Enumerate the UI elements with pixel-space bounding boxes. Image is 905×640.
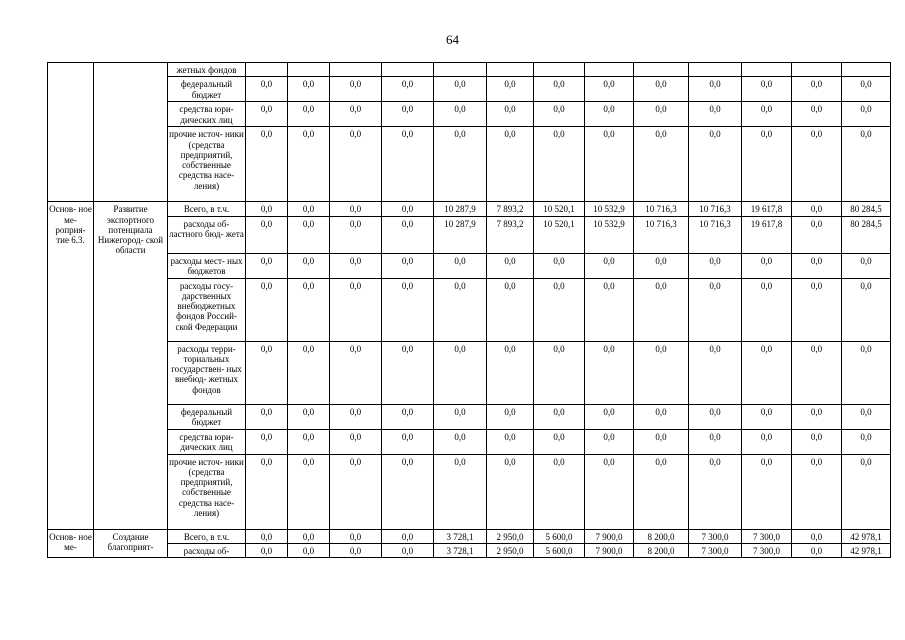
amount-cell: 7 300,0 (689, 543, 742, 557)
amount-cell: 0,0 (288, 429, 330, 454)
amount-cell: 0,0 (487, 278, 534, 341)
amount-cell: 0,0 (246, 429, 288, 454)
amount-cell: 0,0 (585, 278, 634, 341)
amount-cell: 0,0 (792, 202, 842, 216)
activity-cell: Основ- ное ме- роприя- тие 6.3. (48, 202, 94, 529)
amount-cell: 7 300,0 (742, 529, 792, 543)
amount-cell: 7 900,0 (585, 529, 634, 543)
amount-cell: 0,0 (330, 77, 382, 102)
amount-cell: 0,0 (382, 278, 434, 341)
amount-cell: 7 893,2 (487, 202, 534, 216)
amount-cell: 0,0 (792, 543, 842, 557)
amount-cell: 0,0 (487, 77, 534, 102)
amount-cell: 0,0 (534, 77, 585, 102)
amount-cell: 0,0 (330, 253, 382, 278)
amount-cell (742, 63, 792, 77)
amount-cell: 0,0 (434, 404, 487, 429)
funding-source-cell: Всего, в т.ч. (168, 202, 246, 216)
amount-cell: 0,0 (288, 102, 330, 127)
amount-cell: 0,0 (434, 127, 487, 202)
amount-cell: 0,0 (742, 404, 792, 429)
amount-cell (382, 63, 434, 77)
funding-source-cell: Всего, в т.ч. (168, 529, 246, 543)
amount-cell: 0,0 (792, 278, 842, 341)
amount-cell: 0,0 (534, 278, 585, 341)
amount-cell: 0,0 (288, 202, 330, 216)
table-row (48, 278, 891, 341)
amount-cell: 0,0 (288, 127, 330, 202)
funding-source-cell: федеральный бюджет (168, 404, 246, 429)
amount-cell (689, 63, 742, 77)
amount-cell: 0,0 (634, 127, 689, 202)
amount-cell: 0,0 (585, 77, 634, 102)
amount-cell: 80 284,5 (842, 202, 891, 216)
amount-cell: 0,0 (634, 454, 689, 529)
amount-cell: 0,0 (585, 404, 634, 429)
amount-cell: 0,0 (792, 404, 842, 429)
amount-cell (534, 63, 585, 77)
amount-cell (634, 63, 689, 77)
amount-cell: 0,0 (382, 127, 434, 202)
amount-cell: 0,0 (585, 341, 634, 404)
amount-cell: 0,0 (246, 404, 288, 429)
table-row (48, 63, 891, 77)
amount-cell: 0,0 (246, 278, 288, 341)
activity-cell: Основ- ное ме- (48, 529, 94, 558)
amount-cell: 0,0 (288, 341, 330, 404)
table-row (48, 127, 891, 202)
amount-cell: 0,0 (792, 429, 842, 454)
amount-cell: 0,0 (288, 543, 330, 557)
amount-cell: 0,0 (434, 341, 487, 404)
amount-cell: 0,0 (689, 253, 742, 278)
amount-cell: 0,0 (534, 127, 585, 202)
funding-source-cell: расходы об- ластного бюд- жета (168, 216, 246, 253)
amount-cell: 0,0 (382, 404, 434, 429)
amount-cell: 0,0 (330, 454, 382, 529)
table-row (48, 341, 891, 404)
amount-cell: 10 520,1 (534, 202, 585, 216)
amount-cell: 0,0 (382, 429, 434, 454)
amount-cell: 0,0 (288, 77, 330, 102)
amount-cell: 0,0 (792, 127, 842, 202)
amount-cell: 0,0 (382, 77, 434, 102)
table-row (48, 429, 891, 454)
amount-cell: 0,0 (842, 278, 891, 341)
amount-cell: 0,0 (842, 102, 891, 127)
amount-cell: 10 532,9 (585, 216, 634, 253)
amount-cell (246, 63, 288, 77)
amount-cell: 5 600,0 (534, 543, 585, 557)
amount-cell: 0,0 (434, 429, 487, 454)
amount-cell: 10 520,1 (534, 216, 585, 253)
amount-cell (330, 63, 382, 77)
funding-source-cell: расходы мест- ных бюджетов (168, 253, 246, 278)
table-row (48, 454, 891, 529)
page-number: 64 (446, 32, 459, 47)
amount-cell: 0,0 (842, 341, 891, 404)
amount-cell: 0,0 (742, 102, 792, 127)
amount-cell: 0,0 (634, 429, 689, 454)
amount-cell (842, 63, 891, 77)
table-row (48, 253, 891, 278)
table-row (48, 216, 891, 253)
amount-cell: 0,0 (792, 341, 842, 404)
amount-cell: 0,0 (434, 253, 487, 278)
amount-cell: 0,0 (689, 127, 742, 202)
table-row (48, 529, 891, 543)
amount-cell: 10 716,3 (634, 216, 689, 253)
amount-cell: 0,0 (534, 454, 585, 529)
amount-cell: 0,0 (288, 454, 330, 529)
amount-cell: 42 978,1 (842, 529, 891, 543)
amount-cell: 10 287,9 (434, 202, 487, 216)
amount-cell: 0,0 (689, 429, 742, 454)
funding-source-cell: прочие источ- ники (средства предприятий, собственные средства насе- ления) (168, 454, 246, 529)
funding-source-cell: расходы об- (168, 543, 246, 557)
amount-cell: 0,0 (842, 404, 891, 429)
amount-cell: 0,0 (487, 253, 534, 278)
amount-cell: 0,0 (434, 102, 487, 127)
amount-cell: 0,0 (742, 77, 792, 102)
funding-source-cell: расходы терри- ториальных государствен- ных внебюд- жетных фондов (168, 341, 246, 404)
amount-cell: 0,0 (534, 429, 585, 454)
amount-cell: 0,0 (382, 529, 434, 543)
amount-cell: 0,0 (382, 102, 434, 127)
amount-cell: 0,0 (534, 404, 585, 429)
amount-cell: 0,0 (842, 253, 891, 278)
amount-cell: 0,0 (246, 77, 288, 102)
table-row (48, 102, 891, 127)
funding-source-cell: расходы госу- дарственных внебюджетных фондов Россий- ской Федерации (168, 278, 246, 341)
amount-cell: 0,0 (330, 404, 382, 429)
amount-cell: 0,0 (382, 341, 434, 404)
amount-cell: 0,0 (330, 278, 382, 341)
amount-cell: 8 200,0 (634, 543, 689, 557)
table-row (48, 202, 891, 216)
amount-cell: 0,0 (842, 77, 891, 102)
amount-cell: 0,0 (382, 543, 434, 557)
funding-source-cell: федеральный бюджет (168, 77, 246, 102)
amount-cell: 0,0 (634, 404, 689, 429)
amount-cell: 0,0 (382, 454, 434, 529)
amount-cell: 0,0 (330, 429, 382, 454)
amount-cell: 0,0 (487, 102, 534, 127)
amount-cell: 0,0 (585, 253, 634, 278)
amount-cell: 10 716,3 (689, 202, 742, 216)
amount-cell: 0,0 (487, 341, 534, 404)
amount-cell: 0,0 (246, 102, 288, 127)
amount-cell: 3 728,1 (434, 543, 487, 557)
amount-cell: 0,0 (742, 278, 792, 341)
funding-source-cell: жетных фондов (168, 63, 246, 77)
amount-cell: 5 600,0 (534, 529, 585, 543)
amount-cell (792, 63, 842, 77)
amount-cell: 0,0 (534, 102, 585, 127)
amount-cell: 0,0 (689, 404, 742, 429)
amount-cell: 7 300,0 (742, 543, 792, 557)
amount-cell: 0,0 (534, 341, 585, 404)
amount-cell: 0,0 (382, 202, 434, 216)
table-row (48, 77, 891, 102)
amount-cell: 0,0 (487, 454, 534, 529)
amount-cell: 0,0 (742, 429, 792, 454)
amount-cell: 0,0 (742, 127, 792, 202)
funding-source-cell: средства юри- дических лиц (168, 429, 246, 454)
amount-cell: 0,0 (792, 454, 842, 529)
amount-cell: 0,0 (382, 216, 434, 253)
amount-cell: 0,0 (842, 454, 891, 529)
amount-cell: 0,0 (689, 278, 742, 341)
amount-cell: 10 532,9 (585, 202, 634, 216)
amount-cell: 0,0 (288, 278, 330, 341)
amount-cell: 3 728,1 (434, 529, 487, 543)
activity-cell (48, 63, 94, 202)
amount-cell: 0,0 (330, 529, 382, 543)
amount-cell: 0,0 (382, 253, 434, 278)
amount-cell: 0,0 (585, 127, 634, 202)
amount-cell: 0,0 (585, 454, 634, 529)
amount-cell: 8 200,0 (634, 529, 689, 543)
amount-cell: 0,0 (792, 216, 842, 253)
budget-table (47, 62, 891, 558)
amount-cell: 0,0 (246, 127, 288, 202)
amount-cell: 19 617,8 (742, 202, 792, 216)
amount-cell: 0,0 (434, 454, 487, 529)
amount-cell: 0,0 (742, 454, 792, 529)
amount-cell: 0,0 (689, 341, 742, 404)
amount-cell: 42 978,1 (842, 543, 891, 557)
amount-cell: 0,0 (487, 429, 534, 454)
amount-cell: 0,0 (246, 529, 288, 543)
funding-source-cell: прочие источ- ники (средства предприятий, собственные средства насе- ления) (168, 127, 246, 202)
amount-cell: 0,0 (288, 253, 330, 278)
amount-cell: 0,0 (689, 77, 742, 102)
table-row (48, 404, 891, 429)
amount-cell: 0,0 (288, 404, 330, 429)
amount-cell: 0,0 (792, 77, 842, 102)
amount-cell (585, 63, 634, 77)
amount-cell: 0,0 (534, 253, 585, 278)
amount-cell: 0,0 (634, 341, 689, 404)
amount-cell: 10 716,3 (634, 202, 689, 216)
amount-cell (288, 63, 330, 77)
amount-cell: 0,0 (434, 278, 487, 341)
amount-cell: 0,0 (634, 77, 689, 102)
amount-cell: 0,0 (689, 102, 742, 127)
amount-cell: 0,0 (634, 253, 689, 278)
funding-source-cell: средства юри- дических лиц (168, 102, 246, 127)
event-title-cell (94, 63, 168, 202)
amount-cell: 2 950,0 (487, 529, 534, 543)
amount-cell: 0,0 (487, 404, 534, 429)
amount-cell: 0,0 (246, 341, 288, 404)
amount-cell: 0,0 (246, 202, 288, 216)
amount-cell: 0,0 (634, 278, 689, 341)
amount-cell: 7 893,2 (487, 216, 534, 253)
amount-cell: 10 716,3 (689, 216, 742, 253)
amount-cell: 0,0 (792, 253, 842, 278)
amount-cell (487, 63, 534, 77)
amount-cell: 0,0 (330, 341, 382, 404)
amount-cell: 0,0 (246, 543, 288, 557)
event-title-cell: Развитие экспортного потенциала Нижегород- ской области (94, 202, 168, 529)
amount-cell (434, 63, 487, 77)
amount-cell: 80 284,5 (842, 216, 891, 253)
amount-cell: 0,0 (288, 216, 330, 253)
event-title-cell: Создание благоприят- (94, 529, 168, 558)
amount-cell: 0,0 (288, 529, 330, 543)
amount-cell: 7 900,0 (585, 543, 634, 557)
amount-cell: 0,0 (246, 216, 288, 253)
amount-cell: 0,0 (487, 127, 534, 202)
amount-cell: 7 300,0 (689, 529, 742, 543)
amount-cell: 0,0 (330, 102, 382, 127)
table-row (48, 543, 891, 557)
amount-cell: 0,0 (742, 341, 792, 404)
amount-cell: 0,0 (634, 102, 689, 127)
amount-cell: 0,0 (330, 202, 382, 216)
amount-cell: 0,0 (585, 429, 634, 454)
amount-cell: 0,0 (434, 77, 487, 102)
amount-cell: 0,0 (330, 543, 382, 557)
amount-cell: 0,0 (792, 529, 842, 543)
amount-cell: 0,0 (585, 102, 634, 127)
amount-cell: 0,0 (330, 216, 382, 253)
amount-cell: 0,0 (246, 253, 288, 278)
amount-cell: 0,0 (842, 127, 891, 202)
amount-cell: 10 287,9 (434, 216, 487, 253)
amount-cell: 0,0 (689, 454, 742, 529)
amount-cell: 0,0 (792, 102, 842, 127)
amount-cell: 0,0 (246, 454, 288, 529)
amount-cell: 2 950,0 (487, 543, 534, 557)
amount-cell: 19 617,8 (742, 216, 792, 253)
amount-cell: 0,0 (842, 429, 891, 454)
amount-cell: 0,0 (742, 253, 792, 278)
amount-cell: 0,0 (330, 127, 382, 202)
